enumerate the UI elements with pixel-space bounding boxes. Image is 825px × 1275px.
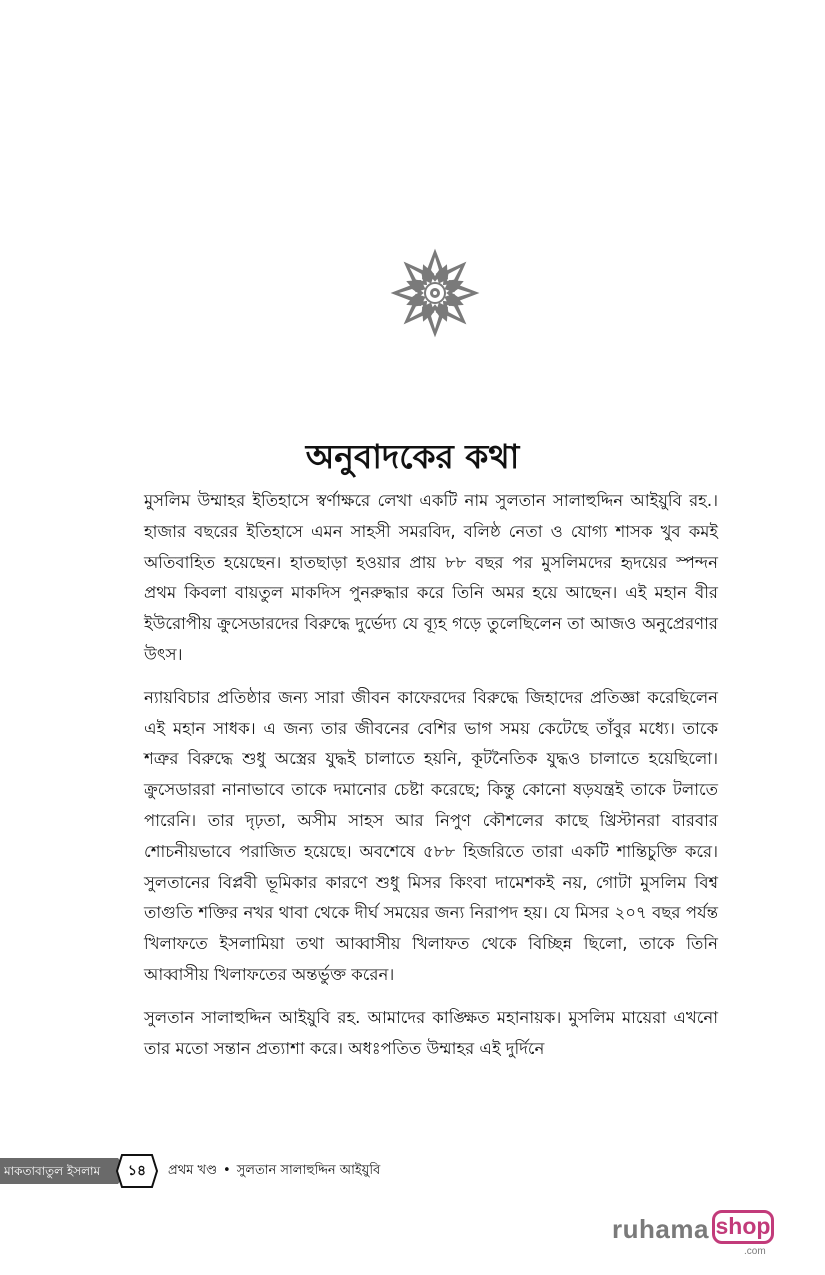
- paragraph-3: সুলতান সালাহুদ্দিন আইয়ুবি রহ. আমাদের কাঙ্ক্ষিত মহানায়ক। মুসলিম মায়েরা এখনো তার মতো সন্তান প্রত্যাশা করে। অধঃপতিত উম্মাহর এই দুর্দিনে: [144, 1007, 718, 1058]
- body-text: [144, 486, 718, 1076]
- watermark-shop: shop: [712, 1210, 774, 1244]
- footer-book-info: [168, 1160, 380, 1182]
- page-title: অনুবাদকের কথা: [305, 437, 520, 476]
- ruhamashop-watermark: [612, 1208, 782, 1260]
- watermark-dotcom: .com: [744, 1246, 766, 1257]
- page-number: ১৪: [127, 1163, 147, 1179]
- paragraph-2: ন্যায়বিচার প্রতিষ্ঠার জন্য সারা জীবন কাফেরদের বিরুদ্ধে জিহাদের প্রতিজ্ঞা করেছিলেন এই মহান সাধক। এ জন্য তার জীবনের বেশির ভাগ সময় কেটেছে তাঁবুর মধ্যে। তাকে শত্রুর বিরুদ্ধে শুধু অস্ত্রের যুদ্ধই চালাতে হয়নি, কূটনৈতিক যুদ্ধও চালাতে হয়েছিলো। ক্রুসেডাররা নানাভাবে তাকে দমানোর চেষ্টা করেছে; কিন্তু কোনো ষড়যন্ত্রই তাকে টলাতে পারেনি। তার দৃঢ়তা, অসীম সাহস আর নিপুণ কৌশলের কাছে খ্রিস্টানরা বারবার শোচনীয়ভাবে পরাজিত হয়েছে। অবশেষে ৫৮৮ হিজরিতে তারা একটি শান্তিচুক্তি করে। সুলতানের বিপ্লবী ভূমিকার কারণে শুধু মিসর কিংবা দামেশকই নয়, গোটা মুসলিম বিশ্ব তাগুতি শক্তির নখর থাবা থেকে দীর্ঘ সময়ের জন্য নিরাপদ হয়। যে মিসর ২০৭ বছর পর্যন্ত খিলাফতে ইসলামিয়া তথা আব্বাসীয় খিলাফত থেকে বিচ্ছিন্ন ছিলো, তাকে তিনি আব্বাসীয় খিলাফতের অন্তর্ভুক্ত করেন।: [144, 687, 718, 984]
- footer-series-name: মাকতাবাতুল ইসলাম: [4, 1164, 101, 1178]
- watermark-ruhama: ruhama: [612, 1214, 709, 1244]
- paragraph-1: মুসলিম উম্মাহর ইতিহাসে স্বর্ণাক্ষরে লেখা একটি নাম সুলতান সালাহুদ্দিন আইয়ুবি রহ.। হাজার বছরের ইতিহাসে এমন সাহসী সমরবিদ, বলিষ্ঠ নেতা ও যোগ্য শাসক খুব কমই অতিবাহিত হয়েছেন। হাতছাড়া হওয়ার প্রায় ৮৮ বছর পর মুসলিমদের হৃদয়ের স্পন্দন প্রথম কিবলা বায়তুল মাকদিস পুনরুদ্ধার করে তিনি অমর হয়ে আছেন। এই মহান বীর ইউরোপীয় ক্রুসেডারদের বিরুদ্ধে দুর্ভেদ্য যে ব্যূহ গড়ে তুলেছিলেন তা আজও অনুপ্রেরণার উৎস।: [144, 491, 718, 664]
- floral-rosette-icon: [390, 248, 480, 338]
- footer-volume: প্রথম খণ্ড: [168, 1163, 218, 1178]
- footer-bullet: •: [223, 1163, 231, 1178]
- footer-book-title: সুলতান সালাহুদ্দিন আইয়ুবি: [236, 1163, 381, 1178]
